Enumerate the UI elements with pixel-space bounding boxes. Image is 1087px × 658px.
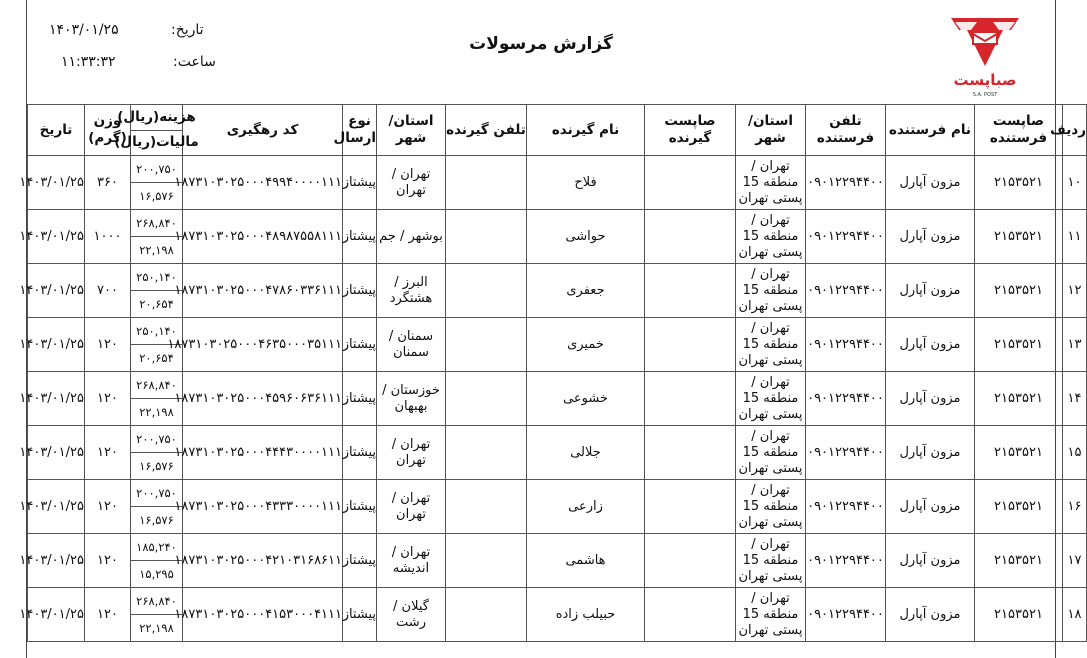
cell-receiver-code (645, 264, 736, 318)
cell-receiver-city: تهران / اندیشه (377, 534, 446, 588)
cell-weight: ۱۲۰ (85, 588, 131, 642)
cell-tax: ۱۶,۵۷۶ (139, 459, 174, 473)
time-value: ۱۱:۳۳:۳۲ (61, 54, 116, 70)
cell-send-type: پیشتاز (343, 588, 377, 642)
cell-sender-name: مزون آپارل (886, 480, 975, 534)
cell-sender-name: مزون آپارل (886, 588, 975, 642)
cell-sender-phone: ۰۹۰۱۲۲۹۴۴۰۰ (806, 534, 886, 588)
cell-row: ۱۶ (1063, 480, 1087, 534)
cell-sender-code: ۲۱۵۳۵۲۱ (975, 318, 1063, 372)
col-receiver-code: صاپست گیرنده (645, 105, 736, 156)
cell-receiver-phone (446, 210, 527, 264)
report-page (19, 0, 1086, 658)
cell-send-type: پیشتاز (343, 372, 377, 426)
col-fee: هزینه(ریال) (131, 106, 182, 131)
cell-date: ۱۴۰۳/۰۱/۲۵ (28, 264, 85, 318)
date-value: ۱۴۰۳/۰۱/۲۵ (49, 22, 119, 38)
cell-weight: ۱۲۰ (85, 426, 131, 480)
cell-sender-phone: ۰۹۰۱۲۲۹۴۴۰۰ (806, 372, 886, 426)
cell-sender-code: ۲۱۵۳۵۲۱ (975, 210, 1063, 264)
cell-fee: ۲۶۸,۸۴۰ (131, 210, 182, 237)
cell-receiver-city: تهران / تهران (377, 480, 446, 534)
cell-tracking: ۱۸۷۳۱۰۳۰۲۵۰۰۰۴۱۵۳۰۰۰۴۱۱۱ (183, 588, 343, 642)
table-row (28, 372, 1087, 426)
cell-receiver-name: هاشمی (527, 534, 645, 588)
col-sender-city: استان/ شهر (736, 105, 806, 156)
cell-sender-phone: ۰۹۰۱۲۲۹۴۴۰۰ (806, 318, 886, 372)
table-body (19, 156, 1087, 642)
cell-sender-city: تهران / منطقه 15 پستی تهران (736, 588, 806, 642)
cell-tracking: ۱۸۷۳۱۰۳۰۲۵۰۰۰۴۹۹۴۰۰۰۰۱۱۱ (183, 156, 343, 210)
cell-weight: ۱۲۰ (85, 318, 131, 372)
cell-tax: ۱۵,۲۹۵ (139, 567, 174, 581)
cell-sender-name: مزون آپارل (886, 210, 975, 264)
cell-row: ۱۵ (1063, 426, 1087, 480)
logo-text: صباپست (953, 71, 1017, 89)
cell-receiver-code (645, 372, 736, 426)
cell-receiver-phone (446, 156, 527, 210)
cell-receiver-city: گیلان / رشت (377, 588, 446, 642)
cell-weight: ۱۲۰ (85, 534, 131, 588)
cell-receiver-phone (446, 588, 527, 642)
cell-send-type: پیشتاز (343, 264, 377, 318)
cell-weight: ۱۰۰۰ (85, 210, 131, 264)
cell-receiver-name: زارعی (527, 480, 645, 534)
cell-receiver-code (645, 588, 736, 642)
cell-receiver-phone (446, 264, 527, 318)
cell-sender-city: تهران / منطقه 15 پستی تهران (736, 480, 806, 534)
cell-sender-city: تهران / منطقه 15 پستی تهران (736, 156, 806, 210)
col-sender-phone: تلفن فرستنده (806, 105, 886, 156)
cell-receiver-code (645, 156, 736, 210)
cell-tracking: ۱۸۷۳۱۰۳۰۲۵۰۰۰۴۲۱۰۳۱۶۸۶۱۱ (183, 534, 343, 588)
cell-receiver-name: خمیری (527, 318, 645, 372)
shipments-table (19, 104, 1087, 642)
cell-receiver-city: البرز / هشتگرد (377, 264, 446, 318)
cell-receiver-code (645, 210, 736, 264)
cell-sender-code: ۲۱۵۳۵۲۱ (975, 156, 1063, 210)
cell-receiver-phone (446, 534, 527, 588)
col-fee-tax (114, 105, 199, 156)
col-send-type: نوع ارسال (343, 105, 377, 156)
sa-post-logo (937, 10, 1033, 100)
cell-sender-phone: ۰۹۰۱۲۲۹۴۴۰۰ (806, 210, 886, 264)
cell-tracking: ۱۸۷۳۱۰۳۰۲۵۰۰۰۴۸۹۸۷۵۵۸۱۱۱ (183, 210, 343, 264)
cell-fee: ۲۰۰,۷۵۰ (131, 480, 182, 507)
cell-row: ۱۲ (1063, 264, 1087, 318)
col-tax: مالیات(ریال) (114, 134, 199, 150)
cell-sender-name: مزون آپارل (886, 372, 975, 426)
cell-receiver-code (645, 534, 736, 588)
cell-fee: ۲۵۰,۱۴۰ (131, 318, 182, 345)
cell-receiver-code (645, 480, 736, 534)
cell-receiver-phone (446, 426, 527, 480)
cell-sender-city: تهران / منطقه 15 پستی تهران (736, 372, 806, 426)
cell-receiver-city: بوشهر / جم (377, 210, 446, 264)
time-label: ساعت: (173, 54, 216, 70)
cell-date: ۱۴۰۳/۰۱/۲۵ (28, 588, 85, 642)
col-receiver-city: استان/ شهر (377, 105, 446, 156)
cell-tracking: ۱۸۷۳۱۰۳۰۲۵۰۰۰۴۶۳۵۰۰۰۳۵۱۱۱ (183, 318, 343, 372)
cell-receiver-name: حبیلب زاده (527, 588, 645, 642)
report-header (27, 0, 1055, 105)
cell-receiver-city: سمنان / سمنان (377, 318, 446, 372)
cell-sender-city: تهران / منطقه 15 پستی تهران (736, 210, 806, 264)
col-sender-code: صاپست فرستنده (975, 105, 1063, 156)
cell-receiver-name: حواشی (527, 210, 645, 264)
cell-tracking: ۱۸۷۳۱۰۳۰۲۵۰۰۰۴۴۴۳۰۰۰۰۱۱۱ (183, 426, 343, 480)
cell-tax: ۱۶,۵۷۶ (139, 513, 174, 527)
col-row: ردیف (1063, 105, 1087, 156)
cell-date: ۱۴۰۳/۰۱/۲۵ (28, 210, 85, 264)
cell-sender-code: ۲۱۵۳۵۲۱ (975, 372, 1063, 426)
cell-tracking: ۱۸۷۳۱۰۳۰۲۵۰۰۰۴۷۸۶۰۳۳۶۱۱۱ (183, 264, 343, 318)
cell-send-type: پیشتاز (343, 210, 377, 264)
table-row (28, 264, 1087, 318)
cell-tax: ۲۲,۱۹۸ (139, 405, 174, 419)
cell-fee: ۲۶۸,۸۴۰ (131, 588, 182, 615)
cell-row: ۱۸ (1063, 588, 1087, 642)
cell-receiver-code (645, 318, 736, 372)
cell-sender-phone: ۰۹۰۱۲۲۹۴۴۰۰ (806, 156, 886, 210)
cell-tax: ۲۲,۱۹۸ (139, 243, 174, 257)
cell-date: ۱۴۰۳/۰۱/۲۵ (28, 156, 85, 210)
cell-receiver-name: جلالی (527, 426, 645, 480)
cell-sender-name: مزون آپارل (886, 264, 975, 318)
cell-tracking: ۱۸۷۳۱۰۳۰۲۵۰۰۰۴۵۹۶۰۶۳۶۱۱۱ (183, 372, 343, 426)
cell-receiver-name: خشوعی (527, 372, 645, 426)
table-row (28, 534, 1087, 588)
cell-sender-code: ۲۱۵۳۵۲۱ (975, 264, 1063, 318)
table-row (28, 480, 1087, 534)
cell-receiver-city: تهران / تهران (377, 156, 446, 210)
cell-weight: ۱۲۰ (85, 372, 131, 426)
cell-receiver-city: خوزستان / بهبهان (377, 372, 446, 426)
logo-subtext: S.A. POST (972, 92, 998, 98)
cell-sender-code: ۲۱۵۳۵۲۱ (975, 588, 1063, 642)
cell-sender-name: مزون آپارل (886, 426, 975, 480)
cell-sender-name: مزون آپارل (886, 156, 975, 210)
cell-sender-city: تهران / منطقه 15 پستی تهران (736, 426, 806, 480)
page-title: گزارش مرسولات (469, 34, 613, 54)
table-row (28, 318, 1087, 372)
cell-tax: ۲۰,۶۵۴ (139, 297, 174, 311)
cell-sender-code: ۲۱۵۳۵۲۱ (975, 426, 1063, 480)
cell-row: ۱۱ (1063, 210, 1087, 264)
cell-weight: ۱۲۰ (85, 480, 131, 534)
cell-fee: ۲۶۸,۸۴۰ (131, 372, 182, 399)
cell-sender-city: تهران / منطقه 15 پستی تهران (736, 264, 806, 318)
table-header-row (28, 105, 1087, 156)
cell-sender-code: ۲۱۵۳۵۲۱ (975, 534, 1063, 588)
cell-sender-name: مزون آپارل (886, 534, 975, 588)
cell-receiver-name: فلاح (527, 156, 645, 210)
cell-receiver-phone (446, 372, 527, 426)
cell-tax: ۱۶,۵۷۶ (139, 189, 174, 203)
cell-sender-city: تهران / منطقه 15 پستی تهران (736, 534, 806, 588)
cell-date: ۱۴۰۳/۰۱/۲۵ (28, 480, 85, 534)
col-sender-name: نام فرستنده (886, 105, 975, 156)
cell-send-type: پیشتاز (343, 426, 377, 480)
cell-fee: ۲۰۰,۷۵۰ (131, 426, 182, 453)
table-row (28, 588, 1087, 642)
col-date: تاریخ (28, 105, 85, 156)
cell-fee: ۲۵۰,۱۴۰ (131, 264, 182, 291)
cell-receiver-city: تهران / تهران (377, 426, 446, 480)
cell-tracking: ۱۸۷۳۱۰۳۰۲۵۰۰۰۴۳۳۳۰۰۰۰۱۱۱ (183, 480, 343, 534)
cell-receiver-phone (446, 318, 527, 372)
cell-tax: ۲۰,۶۵۴ (139, 351, 174, 365)
table-row (28, 210, 1087, 264)
cell-sender-phone: ۰۹۰۱۲۲۹۴۴۰۰ (806, 426, 886, 480)
cell-row: ۱۴ (1063, 372, 1087, 426)
table-row (28, 426, 1087, 480)
cell-date: ۱۴۰۳/۰۱/۲۵ (28, 426, 85, 480)
cell-weight: ۳۶۰ (85, 156, 131, 210)
logo-emblem-icon (937, 10, 1033, 100)
col-receiver-name: نام گیرنده (527, 105, 645, 156)
cell-date: ۱۴۰۳/۰۱/۲۵ (28, 534, 85, 588)
cell-receiver-code (645, 426, 736, 480)
col-weight: وزن (گرم) (85, 105, 131, 156)
cell-send-type: پیشتاز (343, 318, 377, 372)
col-receiver-phone: تلفن گیرنده (446, 105, 527, 156)
cell-date: ۱۴۰۳/۰۱/۲۵ (28, 318, 85, 372)
cell-fee: ۱۸۵,۲۴۰ (131, 534, 182, 561)
cell-fee: ۲۰۰,۷۵۰ (131, 156, 182, 183)
cell-tax: ۲۲,۱۹۸ (139, 621, 174, 635)
table-row (28, 156, 1087, 210)
col-tracking: کد رهگیری (183, 105, 343, 156)
cell-receiver-phone (446, 480, 527, 534)
cell-row: ۱۳ (1063, 318, 1087, 372)
cell-sender-city: تهران / منطقه 15 پستی تهران (736, 318, 806, 372)
cell-sender-phone: ۰۹۰۱۲۲۹۴۴۰۰ (806, 264, 886, 318)
cell-row: ۱۷ (1063, 534, 1087, 588)
cell-weight: ۷۰۰ (85, 264, 131, 318)
cell-send-type: پیشتاز (343, 534, 377, 588)
cell-receiver-name: جعفری (527, 264, 645, 318)
cell-sender-name: مزون آپارل (886, 318, 975, 372)
cell-date: ۱۴۰۳/۰۱/۲۵ (28, 372, 85, 426)
cell-sender-phone: ۰۹۰۱۲۲۹۴۴۰۰ (806, 588, 886, 642)
cell-send-type: پیشتاز (343, 480, 377, 534)
cell-sender-phone: ۰۹۰۱۲۲۹۴۴۰۰ (806, 480, 886, 534)
cell-send-type: پیشتاز (343, 156, 377, 210)
cell-row: ۱۰ (1063, 156, 1087, 210)
cell-sender-code: ۲۱۵۳۵۲۱ (975, 480, 1063, 534)
date-label: تاریخ: (171, 22, 204, 38)
